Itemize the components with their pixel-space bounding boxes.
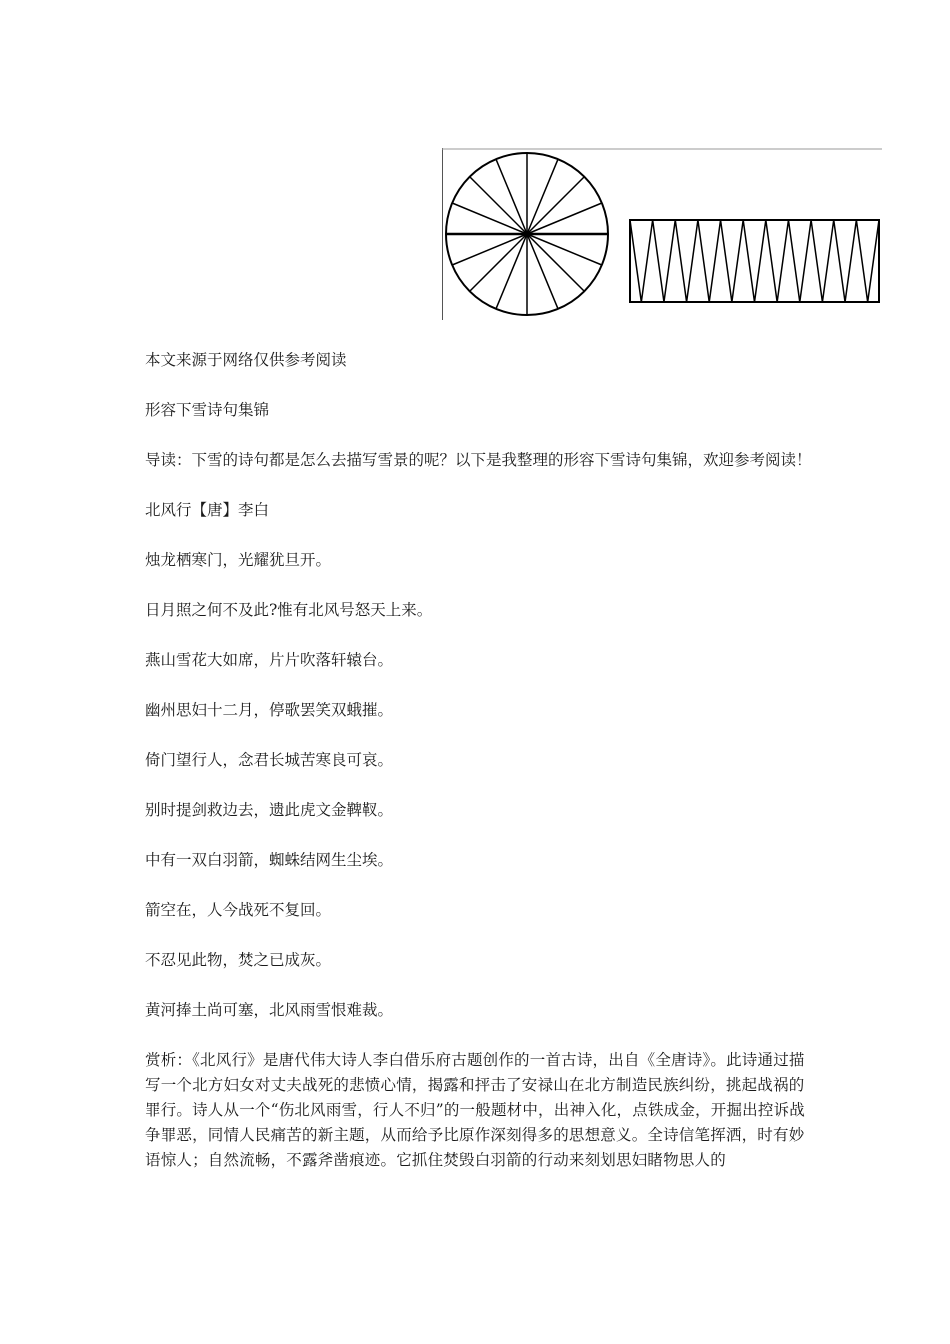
commentary-paragraph: 赏析：《北风行》是唐代伟大诗人李白借乐府古题创作的一首古诗，出自《全唐诗》。此诗通过描写一个北方妇女对丈夫战死的悲愤心情，揭露和抨击了安禄山在北方制造民族纠纷，挑起战祸的罪行。诗人从一个“伤北风雨雪，行人不归”的一般题材中，出神入化，点铁成金，开掘出控诉战争罪恶，同情人民痛苦的新主题，从而给予比原作深刻得多的思想意义。全诗信笔挥洒，时有妙语惊人；自然流畅，不露斧凿痕迹。它抓住焚毁白羽箭的行动来刻划思妇睹物思人的: [145, 1051, 805, 1169]
poem-line: 烛龙栖寒门，光耀犹旦开。: [145, 551, 332, 569]
poem-line: 燕山雪花大如席，片片吹落轩辕台。: [145, 651, 394, 669]
wheel-spoke: [470, 234, 527, 291]
poem-line: 幽州思妇十二月，停歌罢笑双蛾摧。: [145, 701, 394, 719]
illustration: [442, 148, 882, 320]
wheel-spoke: [470, 177, 527, 234]
poem-title: 北风行【唐】李白: [145, 501, 270, 519]
zigzag-frame: [630, 220, 879, 302]
document-body: [145, 348, 815, 1173]
page-title: 形容下雪诗句集锦: [145, 401, 270, 419]
intro-paragraph: 导读：下雪的诗句都是怎么去描写雪景的呢？以下是我整理的形容下雪诗句集锦，欢迎参考阅读！: [145, 451, 812, 469]
wheel-spoke: [527, 177, 584, 234]
poem-line: 箭空在，人今战死不复回。: [145, 901, 332, 919]
poem-line: 不忍见此物，焚之已成灰。: [145, 951, 332, 969]
poem-line: 倚门望行人，念君长城苦寒良可哀。: [145, 751, 394, 769]
wheel-and-zigzag-figure: [442, 148, 882, 320]
spoked-wheel: [446, 153, 608, 315]
wheel-spoke: [527, 234, 584, 291]
poem-line: 黄河捧土尚可塞，北风雨雪恨难裁。: [145, 1001, 394, 1019]
poem-line: 日月照之何不及此?惟有北风号怒天上来。: [145, 601, 433, 619]
zigzag-line: [630, 220, 879, 302]
poem-line: 别时提剑救边去，遗此虎文金鞞靫。: [145, 801, 394, 819]
source-note: 本文来源于网络仅供参考阅读: [145, 351, 347, 369]
zigzag-rectangle: [630, 220, 879, 302]
poem-line: 中有一双白羽箭，蜘蛛结网生尘埃。: [145, 851, 394, 869]
